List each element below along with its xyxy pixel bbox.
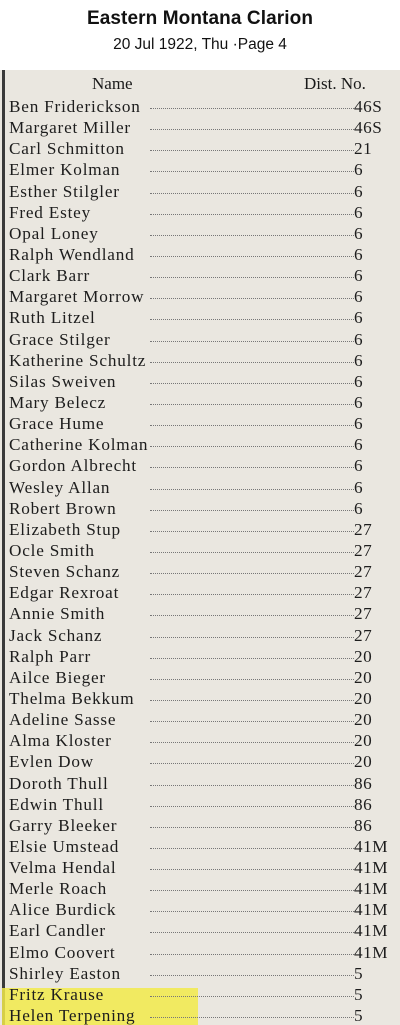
list-item	[0, 730, 400, 751]
student-name: Annie Smith	[9, 604, 106, 624]
district-number: 5	[354, 963, 364, 983]
student-name: Gordon Albrecht	[9, 456, 137, 476]
district-number: 27	[354, 562, 373, 582]
list-item	[0, 646, 400, 667]
list-item	[0, 920, 400, 941]
list-item	[0, 329, 400, 350]
district-number: 6	[354, 350, 364, 370]
student-name: Wesley Allan	[9, 477, 111, 497]
dot-leader	[150, 869, 354, 870]
newspaper-clipping	[0, 70, 400, 1025]
dot-leader	[150, 975, 354, 976]
dot-leader	[150, 256, 354, 257]
district-number: 6	[354, 435, 364, 455]
student-name: Ben Friderickson	[9, 97, 141, 116]
student-name: Fred Estey	[9, 202, 91, 222]
district-number: 27	[354, 604, 373, 624]
list-item	[0, 561, 400, 582]
list-item	[0, 836, 400, 857]
list-item	[0, 773, 400, 794]
district-number: 86	[354, 773, 373, 793]
list-item	[0, 984, 400, 1005]
dot-leader	[150, 510, 354, 511]
district-number: 20	[354, 731, 373, 751]
student-name: Carl Schmitton	[9, 139, 125, 159]
list-item	[0, 815, 400, 836]
list-item	[0, 963, 400, 984]
district-number: 20	[354, 688, 373, 708]
dot-leader	[150, 785, 354, 786]
dot-leader	[150, 214, 354, 215]
district-number: 6	[354, 456, 364, 476]
list-item	[0, 540, 400, 561]
district-number: 21	[354, 139, 373, 159]
district-number: 41M	[354, 879, 388, 899]
student-name: Elmer Kolman	[9, 160, 121, 180]
district-number: 41M	[354, 900, 388, 920]
dot-leader	[150, 235, 354, 236]
dot-leader	[150, 531, 354, 532]
list-item	[0, 688, 400, 709]
dot-leader	[150, 193, 354, 194]
dot-leader	[150, 573, 354, 574]
student-name: Jack Schanz	[9, 625, 103, 645]
dot-leader	[150, 150, 354, 151]
dot-leader	[150, 890, 354, 891]
student-name: Adeline Sasse	[9, 710, 117, 730]
district-number: 46S	[354, 118, 383, 138]
district-number: 6	[354, 160, 364, 180]
district-number: 27	[354, 519, 373, 539]
district-number: 41M	[354, 921, 388, 941]
list-item	[0, 181, 400, 202]
district-number: 6	[354, 244, 364, 264]
list-item	[0, 498, 400, 519]
district-number: 6	[354, 392, 364, 412]
dot-leader	[150, 827, 354, 828]
student-name: Merle Roach	[9, 879, 108, 899]
dot-leader	[150, 954, 354, 955]
student-name: Thelma Bekkum	[9, 688, 135, 708]
dot-leader	[150, 637, 354, 638]
list-item	[0, 667, 400, 688]
dot-leader	[150, 996, 354, 997]
dot-leader	[150, 806, 354, 807]
list-item	[0, 751, 400, 772]
student-name: Alice Burdick	[9, 900, 117, 920]
dot-leader	[150, 383, 354, 384]
clipping-header	[0, 0, 400, 68]
dot-leader	[150, 594, 354, 595]
student-name: Shirley Easton	[9, 963, 121, 983]
district-number: 46S	[354, 97, 383, 116]
list-item	[0, 942, 400, 963]
student-name: Garry Bleeker	[9, 815, 118, 835]
student-name: Elmo Coovert	[9, 942, 116, 962]
district-number: 86	[354, 815, 373, 835]
student-name: Margaret Miller	[9, 118, 131, 138]
list-item	[0, 371, 400, 392]
district-number: 41M	[354, 942, 388, 962]
district-number: 6	[354, 266, 364, 286]
list-item	[0, 1005, 400, 1025]
list-item	[0, 265, 400, 286]
student-name: Ruth Litzel	[9, 308, 96, 328]
district-number: 27	[354, 583, 373, 603]
dot-leader	[150, 615, 354, 616]
district-number: 6	[354, 308, 364, 328]
list-item	[0, 202, 400, 223]
district-number: 5	[354, 1006, 364, 1025]
list-item	[0, 709, 400, 730]
student-name: Evlen Dow	[9, 752, 95, 772]
newspaper-title: Eastern Montana Clarion	[86, 8, 314, 29]
student-name: Ocle Smith	[9, 540, 95, 560]
district-number: 20	[354, 752, 373, 772]
list-item	[0, 899, 400, 920]
dot-leader	[150, 319, 354, 320]
column-headers	[0, 74, 400, 94]
student-name: Opal Loney	[9, 223, 99, 243]
district-number: 6	[354, 329, 364, 349]
list-item	[0, 117, 400, 138]
student-name: Elsie Umstead	[9, 836, 120, 856]
dot-leader	[150, 425, 354, 426]
district-number: 20	[354, 667, 373, 687]
list-item	[0, 603, 400, 624]
dot-leader	[150, 932, 354, 933]
district-number: 27	[354, 625, 373, 645]
dot-leader	[150, 763, 354, 764]
district-number: 6	[354, 181, 364, 201]
student-name: Earl Candler	[9, 921, 106, 941]
dot-leader	[150, 277, 354, 278]
list-item	[0, 477, 400, 498]
student-name: Elizabeth Stup	[9, 519, 121, 539]
dot-leader	[150, 341, 354, 342]
student-name: Steven Schanz	[9, 562, 121, 582]
list-item	[0, 244, 400, 265]
list-item	[0, 857, 400, 878]
dot-leader	[150, 700, 354, 701]
dot-leader	[150, 489, 354, 490]
district-number: 6	[354, 414, 364, 434]
student-name: Grace Stilger	[9, 329, 111, 349]
student-name: Mary Belecz	[9, 392, 107, 412]
student-name: Clark Barr	[9, 266, 91, 286]
list-item	[0, 582, 400, 603]
list-item	[0, 434, 400, 455]
list-item	[0, 878, 400, 899]
dot-leader	[150, 171, 354, 172]
dot-leader	[150, 911, 354, 912]
list-item	[0, 625, 400, 646]
student-name: Robert Brown	[9, 498, 117, 518]
student-name: Catherine Kolman	[9, 435, 149, 455]
dot-leader	[150, 129, 354, 130]
district-number: 41M	[354, 858, 388, 878]
student-name: Margaret Morrow	[9, 287, 145, 307]
list-item	[0, 96, 400, 117]
district-number: 5	[354, 984, 364, 1004]
dot-leader	[150, 446, 354, 447]
list-item	[0, 307, 400, 328]
student-name: Grace Hume	[9, 414, 105, 434]
dot-leader	[150, 742, 354, 743]
dot-leader	[150, 362, 354, 363]
list-item	[0, 223, 400, 244]
student-name: Ailce Bieger	[9, 667, 106, 687]
list-item	[0, 519, 400, 540]
list-item	[0, 138, 400, 159]
student-name: Doroth Thull	[9, 773, 109, 793]
district-number: 6	[354, 498, 364, 518]
list-item	[0, 159, 400, 180]
dot-leader	[150, 108, 354, 109]
district-number: 20	[354, 646, 373, 666]
district-number: 6	[354, 287, 364, 307]
dot-leader	[150, 848, 354, 849]
student-name: Edwin Thull	[9, 794, 104, 814]
district-number: 6	[354, 371, 364, 391]
student-name: Fritz Krause	[9, 984, 105, 1004]
student-name: Ralph Parr	[9, 646, 91, 666]
district-number: 6	[354, 477, 364, 497]
district-number: 6	[354, 223, 364, 243]
name-column-header: Name	[92, 74, 133, 93]
district-column-header: Dist. No.	[304, 74, 366, 93]
dot-leader	[150, 721, 354, 722]
dot-leader	[150, 404, 354, 405]
student-name: Silas Sweiven	[9, 371, 117, 391]
dot-leader	[150, 658, 354, 659]
student-name: Ralph Wendland	[9, 244, 135, 264]
student-name: Helen Terpening	[9, 1006, 136, 1025]
dot-leader	[150, 1017, 354, 1018]
list-item	[0, 392, 400, 413]
student-name: Velma Hendal	[9, 858, 117, 878]
list-item	[0, 794, 400, 815]
district-number: 6	[354, 202, 364, 222]
dot-leader	[150, 552, 354, 553]
list-item	[0, 286, 400, 307]
district-number: 27	[354, 540, 373, 560]
dot-leader	[150, 298, 354, 299]
dot-leader	[150, 679, 354, 680]
district-number: 20	[354, 710, 373, 730]
dot-leader	[150, 467, 354, 468]
student-name: Edgar Rexroat	[9, 583, 120, 603]
list-item	[0, 455, 400, 476]
publication-date-page: 20 Jul 1922, Thu ·Page 4	[113, 36, 287, 53]
student-name: Katherine Schultz	[9, 350, 147, 370]
roster-list	[0, 96, 400, 1025]
list-item	[0, 350, 400, 371]
student-name: Alma Kloster	[9, 731, 112, 751]
list-item	[0, 413, 400, 434]
district-number: 86	[354, 794, 373, 814]
student-name: Esther Stilgler	[9, 181, 120, 201]
district-number: 41M	[354, 836, 388, 856]
